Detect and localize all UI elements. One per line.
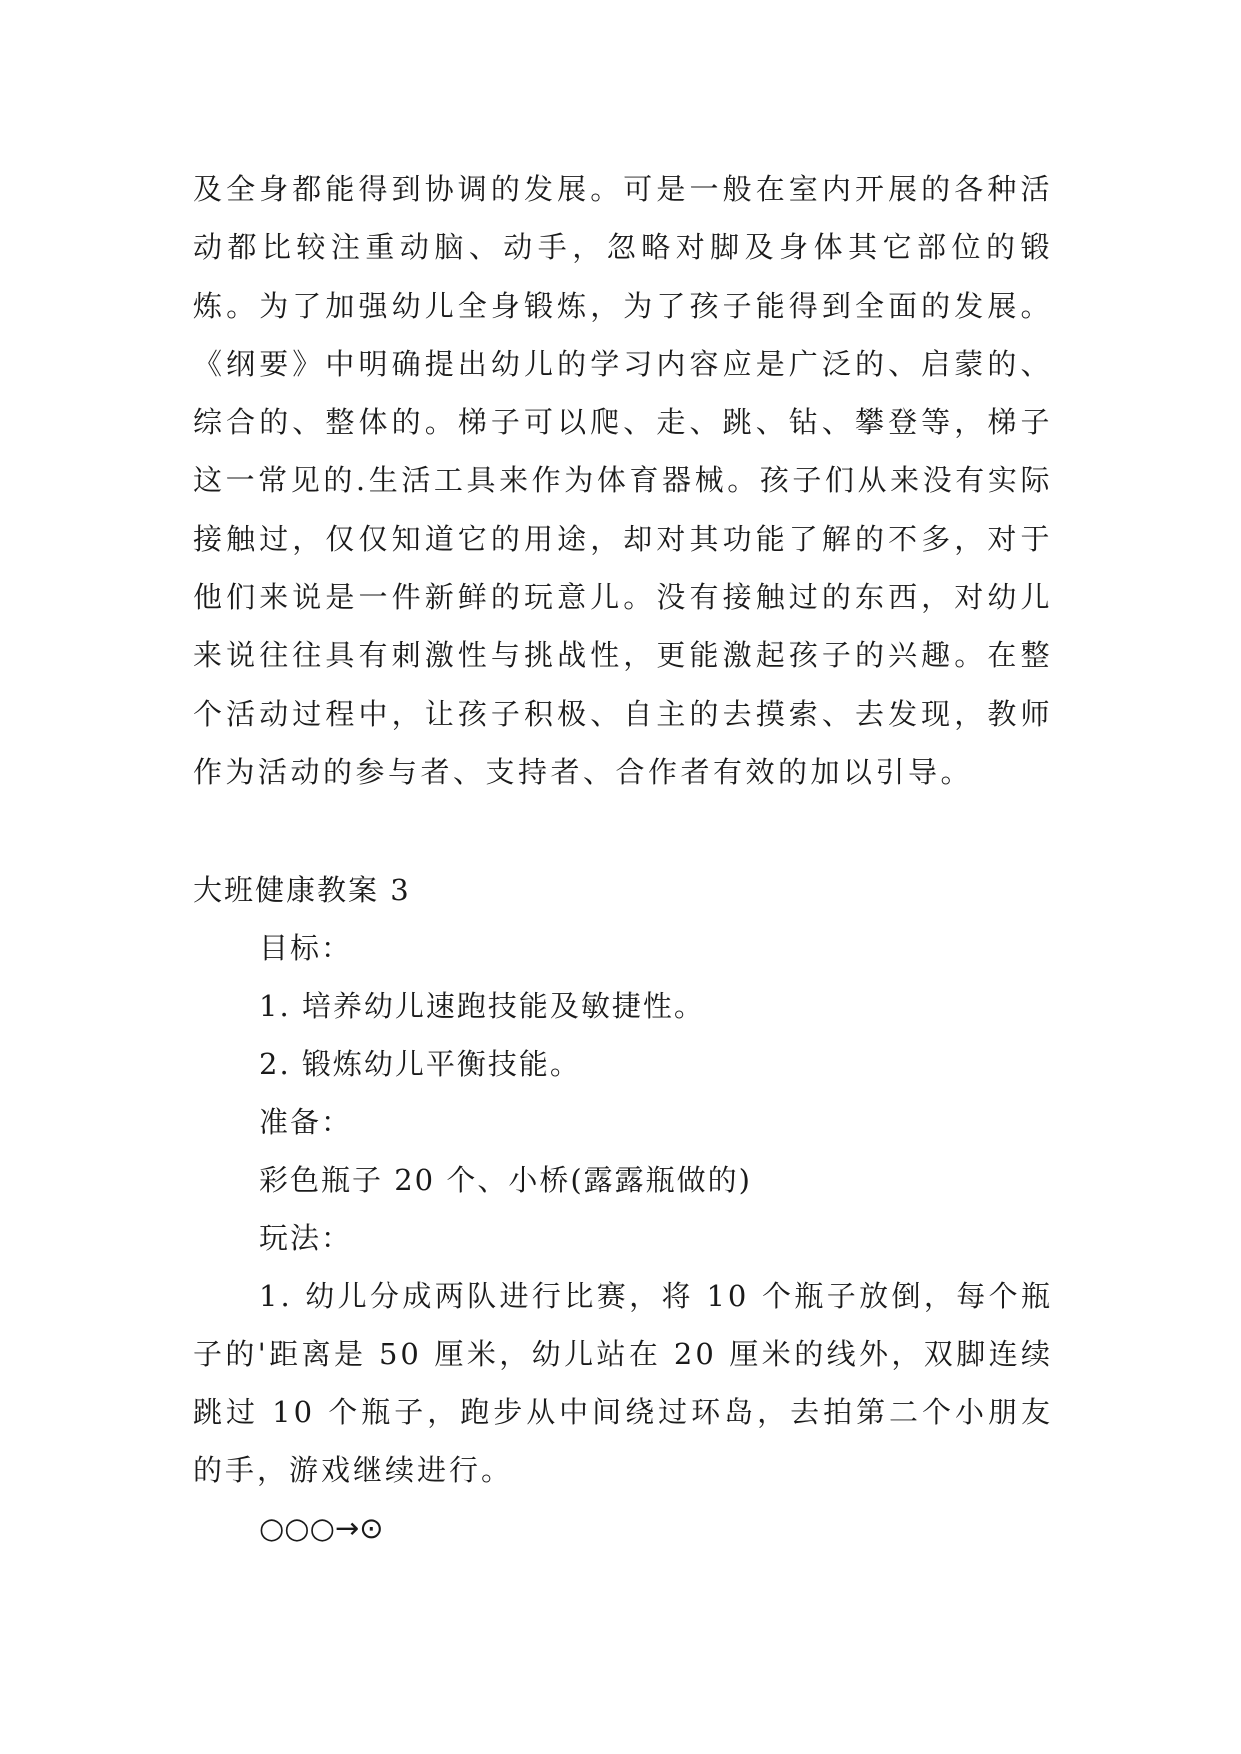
document-content (193, 160, 1053, 1557)
goal-item-2: 2. 锻炼幼儿平衡技能。 (259, 1047, 581, 1082)
section-gap (193, 801, 1053, 861)
prep-label: 准备： (259, 1105, 353, 1140)
goals-label: 目标： (259, 931, 353, 966)
bottle-diagram: ○○○→⊙ (259, 1511, 384, 1546)
play-rule-1: 1. 幼儿分成两队进行比赛，将 10 个瓶子放倒，每个瓶子的'距离是 50 厘米，幼儿站在 20 厘米的线外，双脚连续跳过 10 个瓶子，跑步从中间绕过环岛，去拍第二个小朋友的手，游戏继续进行。 (193, 1279, 1053, 1488)
goal-item-1: 1. 培养幼儿速跑技能及敏捷性。 (259, 989, 705, 1024)
section-title: 大班健康教案 3 (193, 873, 411, 908)
intro-paragraph: 及全身都能得到协调的发展。可是一般在室内开展的各种活动都比较注重动脑、动手，忽略对脚及身体其它部位的锻炼。为了加强幼儿全身锻炼，为了孩子能得到全面的发展。《纲要》中明确提出幼儿的学习内容应是广泛的、启蒙的、综合的、整体的。梯子可以爬、走、跳、钻、攀登等，梯子这一常见的.生活工具来作为体育器械。孩子们从来没有实际接触过，仅仅知道它的用途，却对其功能了解的不多，对于他们来说是一件新鲜的玩意儿。没有接触过的东西，对幼儿来说往往具有刺激性与挑战性，更能激起孩子的兴趣。在整个活动过程中，让孩子积极、自主的去摸索、去发现，教师作为活动的参与者、支持者、合作者有效的加以引导。 (193, 172, 1053, 789)
play-label: 玩法： (259, 1221, 353, 1256)
prep-text: 彩色瓶子 20 个、小桥(露露瓶做的) (259, 1163, 752, 1198)
